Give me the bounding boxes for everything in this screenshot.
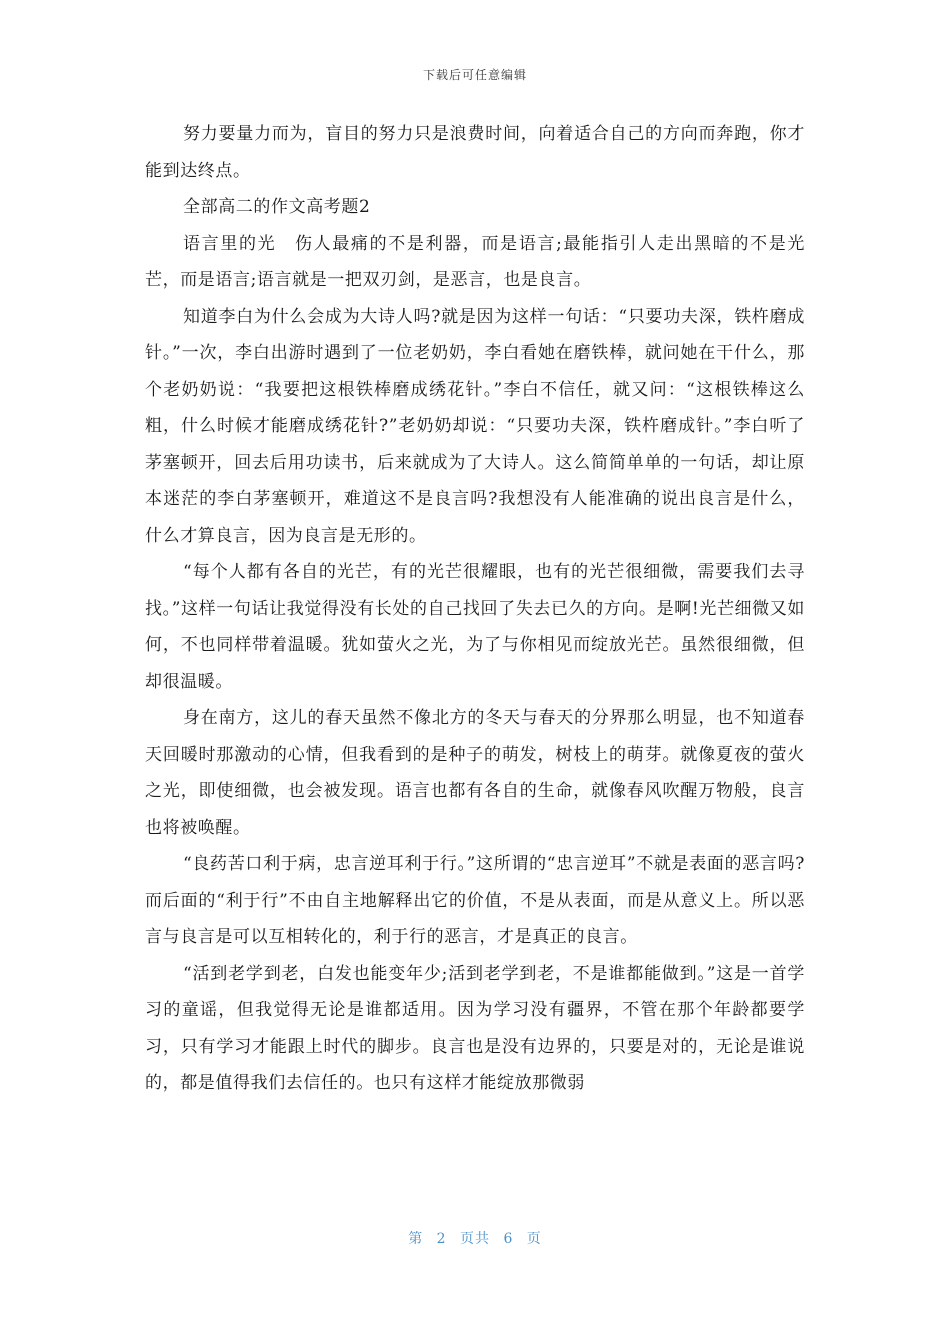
- paragraph: “良药苦口利于病，忠言逆耳利于行。”这所谓的“忠言逆耳”不就是表面的恶言吗?而后面的“利于行”不由自主地解释出它的价值，不是从表面，而是从意义上。所以恶言与良言是可以互相转化的，利于行的恶言，才是真正的良言。: [145, 854, 805, 947]
- paragraph: 知道李白为什么会成为大诗人吗?就是因为这样一句话：“只要功夫深，铁杵磨成针。”一次，李白出游时遇到了一位老奶奶，李白看她在磨铁棒，就问她在干什么，那个老奶奶说：“我要把这根铁棒磨成绣花针。”李白不信任，就又问：“这根铁棒这么粗，什么时候才能磨成绣花针?”老奶奶却说：“只要功夫深，铁杵磨成针。”李白听了茅塞顿开，回去后用功读书，后来就成为了大诗人。这么简简单单的一句话，却让原本迷茫的李白茅塞顿开，难道这不是良言吗?我想没有人能准确的说出良言是什么，什么才算良言，因为良言是无形的。: [145, 306, 805, 546]
- paragraph: 身在南方，这儿的春天虽然不像北方的冬天与春天的分界那么明显，也不知道春天回暖时那激动的心情，但我看到的是种子的萌发，树枝上的萌芽。就像夏夜的萤火之光，即使细微，也会被发现。语言也都有各自的生命，就像春风吹醒万物般，良言也将被唤醒。: [145, 708, 805, 838]
- section-heading: 全部高二的作文高考题2: [183, 197, 371, 217]
- paragraph: 努力要量力而为，盲目的努力只是浪费时间，向着适合自己的方向而奔跑，你才能到达终点。: [145, 124, 805, 181]
- paragraph: “活到老学到老，白发也能变年少;活到老学到老，不是谁都能做到。”这是一首学习的童谣，但我觉得无论是谁都适用。因为学习没有疆界，不管在那个年龄都要学习，只有学习才能跟上时代的脚步。良言也是没有边界的，只要是对的，无论是谁说的，都是值得我们去信任的。也只有这样才能绽放那微弱: [145, 963, 805, 1093]
- document-body: [145, 116, 805, 1102]
- paragraph: “每个人都有各自的光芒，有的光芒很耀眼，也有的光芒很细微，需要我们去寻找。”这样一句话让我觉得没有长处的自己找回了失去已久的方向。是啊!光芒细微又如何，不也同样带着温暖。犹如萤火之光，为了与你相见而绽放光芒。虽然很细微，但却很温暖。: [145, 562, 805, 692]
- page-number-footer: 第 2 页共 6 页: [408, 1231, 542, 1247]
- page-header-note: 下载后可任意编辑: [422, 68, 527, 82]
- paragraph: 语言里的光 伤人最痛的不是利器，而是语言;最能指引人走出黑暗的不是光芒，而是语言;语言就是一把双刃剑，是恶言，也是良言。: [145, 233, 805, 290]
